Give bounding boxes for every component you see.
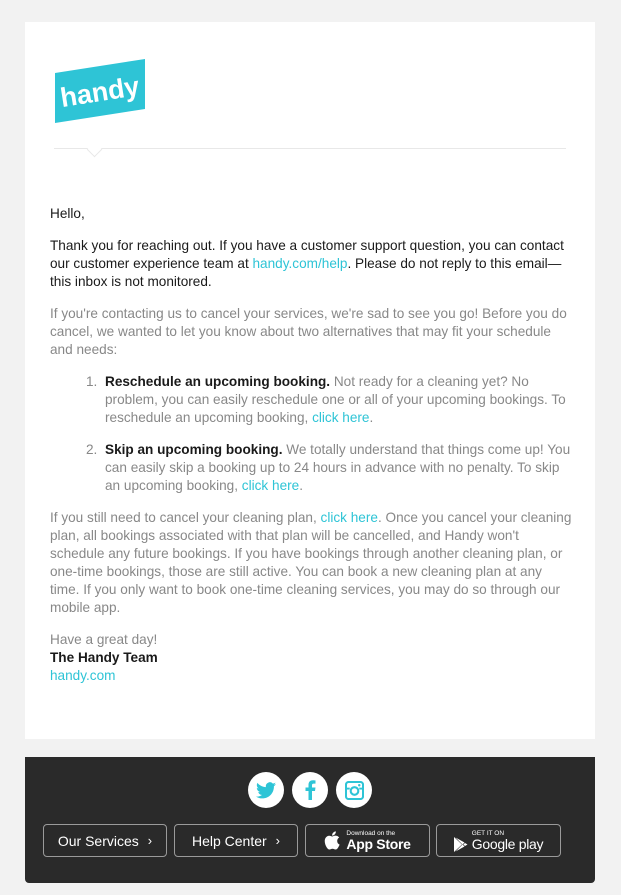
header-divider bbox=[54, 148, 566, 149]
twitter-icon bbox=[256, 782, 276, 799]
email-footer bbox=[25, 757, 595, 883]
facebook-button[interactable] bbox=[292, 772, 328, 808]
google-play-button[interactable]: GET IT ON Google play bbox=[436, 824, 561, 857]
alternative-title: Skip an upcoming booking. bbox=[105, 442, 283, 457]
skip-link[interactable]: click here bbox=[241, 478, 300, 493]
cancel-plan-link[interactable]: click here bbox=[320, 510, 378, 525]
reschedule-link[interactable]: click here bbox=[312, 410, 370, 425]
app-store-button[interactable]: Download on the App Store bbox=[305, 824, 430, 857]
help-link[interactable]: handy.com/help bbox=[252, 256, 348, 271]
cancel-intro-paragraph: If you're contacting us to cancel your services, we're sad to see you go! Before you do cancel, we wanted to let you know about two alternatives that may fit your schedule and needs: bbox=[50, 306, 567, 357]
logo-text: handy bbox=[58, 70, 142, 114]
instagram-button[interactable] bbox=[336, 772, 372, 808]
facebook-icon bbox=[305, 780, 316, 800]
our-services-button[interactable]: Our Services › bbox=[43, 824, 167, 857]
apple-icon bbox=[324, 831, 340, 850]
site-link[interactable]: handy.com bbox=[50, 668, 116, 683]
list-item: 2. Skip an upcoming booking. We totally understand that things come up! You can easily skip a booking up to 24 hours in advance with no penalty. To skip an upcoming booking, click here. bbox=[86, 442, 571, 493]
intro-paragraph: Thank you for reaching out. If you have a customer support question, you can contact our customer experience team at handy.com/help. Please do not reply to this email—this inbox is not monitored. bbox=[50, 238, 564, 289]
cancel-plan-paragraph: If you still need to cancel your cleaning plan, click here. Once you cancel your cleaning plan, all bookings associated with that plan will be cancelled, and Handy won't schedule any future bookings. If you have bookings through another cleaning plan, or one-time bookings, those are still active. You can book a new cleaning plan at any time. If you only want to book one-time cleaning services, you may do so through our mobile app. bbox=[50, 510, 572, 615]
signoff: Have a great day! bbox=[50, 632, 158, 647]
team-signature: The Handy Team bbox=[50, 650, 158, 665]
alternatives-list bbox=[50, 373, 572, 495]
twitter-button[interactable] bbox=[248, 772, 284, 808]
google-play-icon bbox=[454, 837, 468, 852]
alternative-title: Reschedule an upcoming booking. bbox=[105, 374, 331, 389]
email-body bbox=[50, 205, 572, 685]
instagram-icon bbox=[345, 781, 364, 800]
list-item: 1. Reschedule an upcoming booking. Not ready for a cleaning yet? No problem, you can easily reschedule one or all of your upcoming bookings. To reschedule an upcoming booking, click here. bbox=[86, 374, 566, 425]
greeting: Hello, bbox=[50, 206, 85, 221]
chevron-right-icon: › bbox=[275, 833, 281, 848]
handy-logo[interactable] bbox=[53, 57, 147, 123]
help-center-button[interactable]: Help Center › bbox=[174, 824, 298, 857]
chevron-right-icon: › bbox=[147, 833, 153, 848]
